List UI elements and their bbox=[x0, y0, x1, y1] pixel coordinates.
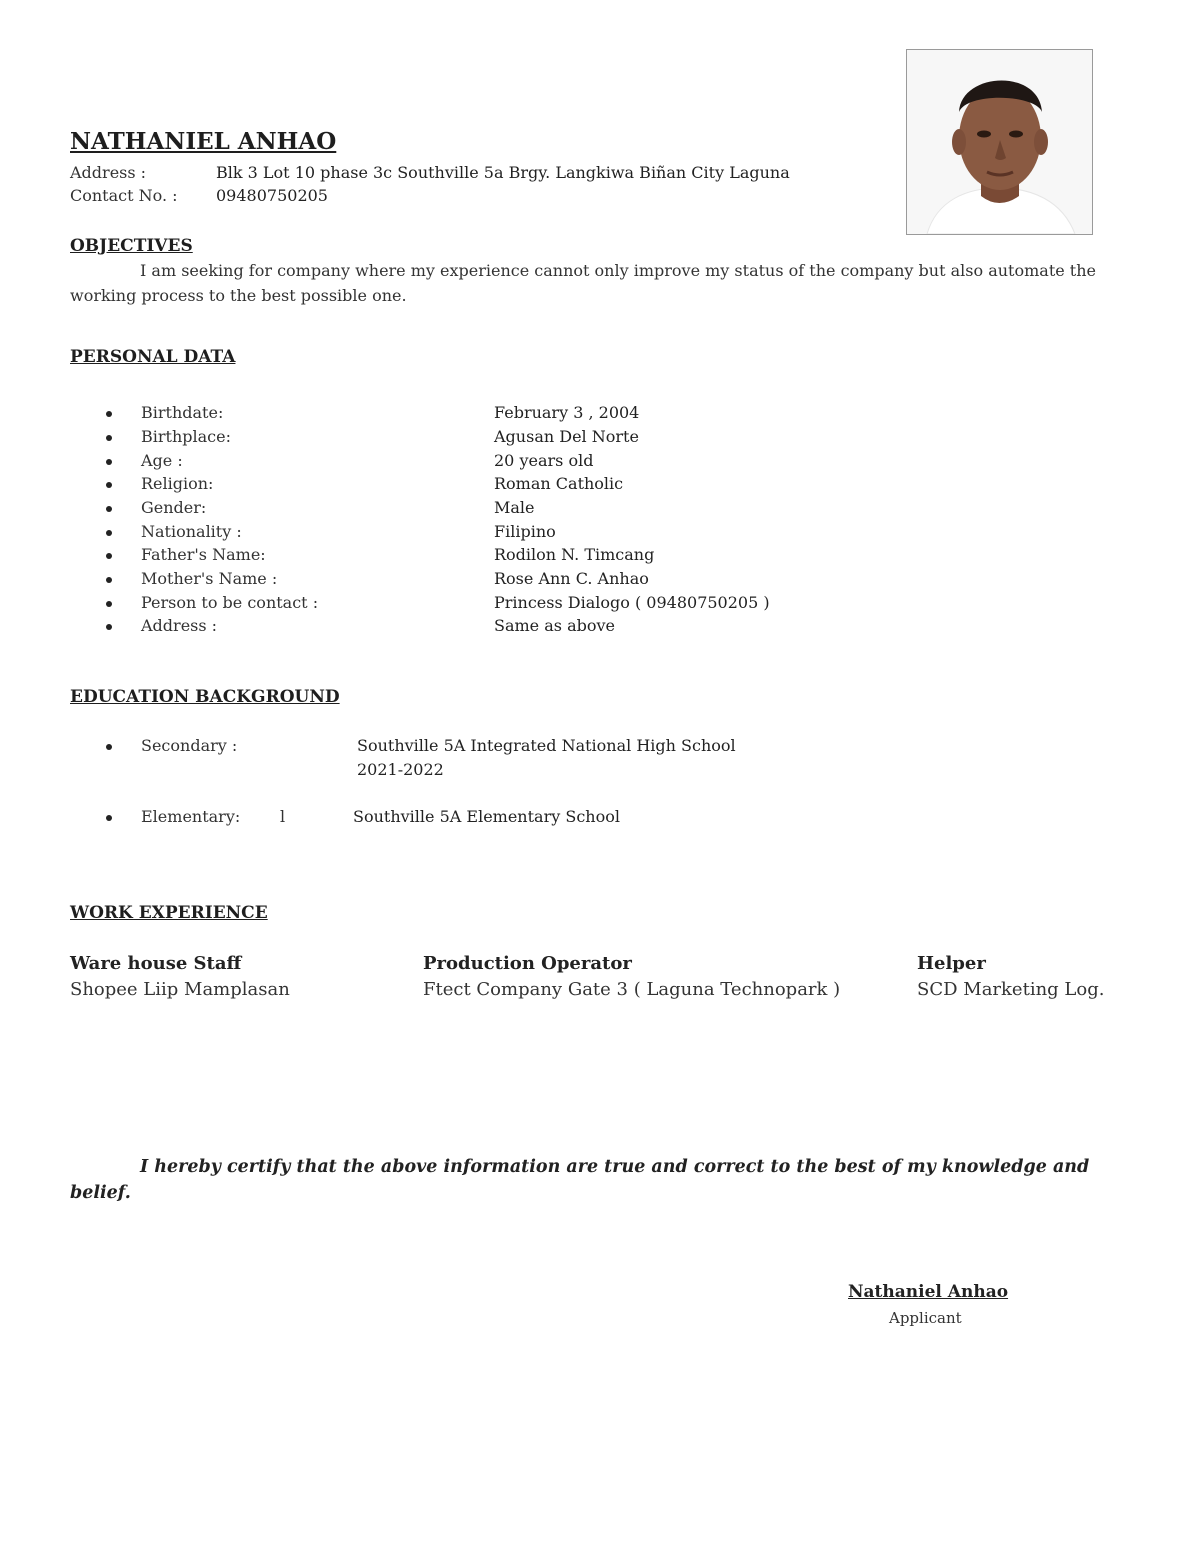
personal-label: Mother's Name : bbox=[141, 569, 278, 588]
certification-line1: I hereby certify that the above information are true and correct to the best of my knowledge and bbox=[140, 1157, 1090, 1177]
personal-data-heading: PERSONAL DATA bbox=[70, 347, 236, 367]
job-place: Shopee Liip Mamplasan bbox=[70, 979, 290, 1000]
elementary-label: Elementary: bbox=[141, 807, 241, 826]
bullet-icon bbox=[106, 411, 112, 417]
job-place: SCD Marketing Log. bbox=[917, 979, 1105, 1000]
bullet-icon bbox=[106, 577, 112, 583]
bullet-icon bbox=[106, 553, 112, 559]
signature-name: Nathaniel Anhao bbox=[848, 1282, 1009, 1302]
certification-line2: belief. bbox=[70, 1183, 131, 1203]
address-value: Blk 3 Lot 10 phase 3c Southville 5a Brgy. Langkiwa Biñan City Laguna bbox=[216, 163, 790, 182]
personal-label: Person to be contact : bbox=[141, 593, 319, 612]
objectives-heading: OBJECTIVES bbox=[70, 236, 193, 256]
portrait-illustration bbox=[907, 50, 1092, 234]
job-title: Helper bbox=[917, 953, 986, 974]
job-title: Ware house Staff bbox=[70, 953, 242, 974]
personal-value: Rodilon N. Timcang bbox=[494, 545, 655, 564]
personal-label: Birthdate: bbox=[141, 403, 224, 422]
bullet-icon bbox=[106, 601, 112, 607]
signature-role: Applicant bbox=[889, 1309, 962, 1327]
contact-label: Contact No. : bbox=[70, 186, 178, 205]
bullet-icon bbox=[106, 506, 112, 512]
elementary-separator: l bbox=[280, 807, 286, 826]
secondary-school: Southville 5A Integrated National High School bbox=[357, 736, 736, 755]
personal-value: Roman Catholic bbox=[494, 474, 624, 493]
personal-label: Address : bbox=[141, 616, 218, 635]
bullet-icon bbox=[106, 435, 112, 441]
personal-label: Birthplace: bbox=[141, 427, 231, 446]
education-heading: EDUCATION BACKGROUND bbox=[70, 687, 340, 707]
secondary-label: Secondary : bbox=[141, 736, 238, 755]
personal-value: Agusan Del Norte bbox=[494, 427, 639, 446]
personal-label: Father's Name: bbox=[141, 545, 266, 564]
bullet-icon bbox=[106, 815, 112, 821]
personal-value: Filipino bbox=[494, 522, 556, 541]
bullet-icon bbox=[106, 744, 112, 750]
contact-value: 09480750205 bbox=[216, 186, 328, 205]
personal-value: 20 years old bbox=[494, 451, 594, 470]
personal-value: Male bbox=[494, 498, 535, 517]
personal-label: Gender: bbox=[141, 498, 207, 517]
personal-label: Age : bbox=[141, 451, 183, 470]
personal-value: Rose Ann C. Anhao bbox=[494, 569, 649, 588]
personal-value: Princess Dialogo ( 09480750205 ) bbox=[494, 593, 770, 612]
elementary-school: Southville 5A Elementary School bbox=[353, 807, 620, 826]
personal-value: Same as above bbox=[494, 616, 615, 635]
bullet-icon bbox=[106, 530, 112, 536]
bullet-icon bbox=[106, 459, 112, 465]
objectives-text-line1: I am seeking for company where my experience cannot only improve my status of the company but also automate the bbox=[140, 261, 1096, 280]
applicant-photo bbox=[906, 49, 1093, 235]
job-title: Production Operator bbox=[423, 953, 632, 974]
work-experience-heading: WORK EXPERIENCE bbox=[70, 903, 268, 923]
objectives-text-line2: working process to the best possible one. bbox=[70, 286, 407, 305]
bullet-icon bbox=[106, 624, 112, 630]
personal-label: Religion: bbox=[141, 474, 214, 493]
secondary-year: 2021-2022 bbox=[357, 760, 444, 779]
applicant-name: NATHANIEL ANHAO bbox=[70, 128, 337, 155]
address-label: Address : bbox=[70, 163, 147, 182]
job-place: Ftect Company Gate 3 ( Laguna Technopark ) bbox=[423, 979, 841, 1000]
personal-label: Nationality : bbox=[141, 522, 242, 541]
bullet-icon bbox=[106, 482, 112, 488]
personal-value: February 3 , 2004 bbox=[494, 403, 640, 422]
